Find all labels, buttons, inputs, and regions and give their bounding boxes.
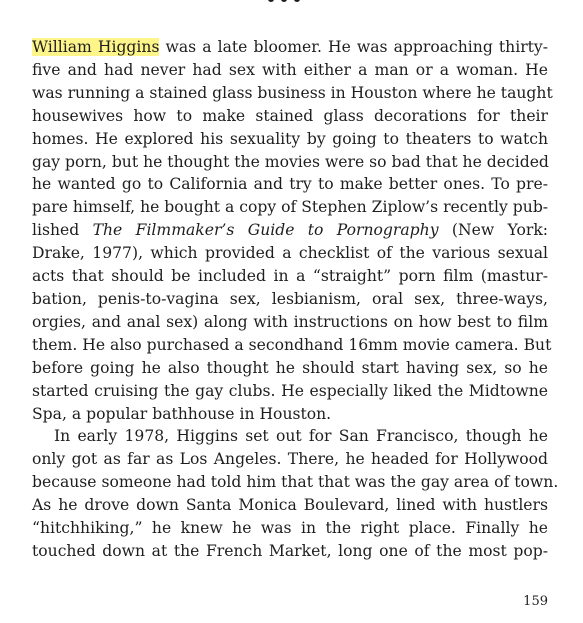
text-line: acts that should be included in a “straight” porn film (mastur- <box>32 267 548 286</box>
paragraph <box>32 425 559 562</box>
text-line: orgies, and anal sex) along with instructions on how best to film <box>32 312 548 331</box>
text-line: because someone had told him that that was the gay area of town. <box>32 473 559 492</box>
text-line: was running a stained glass business in Houston where he taught <box>32 83 553 102</box>
text-line: started cruising the gay clubs. He especially liked the Midtowne <box>32 381 548 400</box>
section-break-ornament <box>268 0 328 6</box>
text-line: he wanted go to California and try to make better ones. To pre- <box>32 175 548 194</box>
text-line: gay porn, but he thought the movies were so bad that he decided <box>32 152 549 171</box>
text-line: Spa, a popular bathhouse in Houston. <box>32 404 332 423</box>
text-line: homes. He explored his sexuality by going to theaters to watch <box>32 129 548 148</box>
text-line: As he drove down Santa Monica Boulevard, lined with hustlers <box>32 496 548 515</box>
paragraph <box>32 36 553 425</box>
line-text: (New York: <box>438 221 549 240</box>
text-line: them. He also purchased a secondhand 16mm movie camera. But <box>32 335 552 354</box>
text-line: five and had never had sex with either a man or a woman. He <box>32 60 548 79</box>
text-line: bation, penis-to-vagina sex, lesbianism, oral sex, three-ways, <box>32 289 548 308</box>
page-number: 159 <box>523 594 548 609</box>
text-line <box>32 219 548 242</box>
text-line: touched down at the French Market, long one of the most pop- <box>32 541 548 560</box>
highlighted-name[interactable]: William Higgins <box>32 38 160 56</box>
text-line: before going he also thought he should start having sex, so he <box>32 358 548 377</box>
ornament-dot <box>281 0 287 2</box>
text-line <box>32 36 548 59</box>
body-text <box>32 36 559 563</box>
book-title: The Filmmaker’s Guide to Pornography <box>92 221 439 240</box>
text-line: Drake, 1977), which provided a checklist of the various sexual <box>32 244 548 263</box>
text-line: only got as far as Los Angeles. There, he headed for Hollywood <box>32 450 548 469</box>
line-text: lished <box>32 221 93 240</box>
ornament-dot <box>294 0 300 2</box>
text-line: “hitchhiking,” he knew he was in the right place. Finally he <box>32 519 548 538</box>
text-line: In early 1978, Higgins set out for San Francisco, though he <box>54 427 548 446</box>
text-line: pare himself, he bought a copy of Stephen Ziplow’s recently pub- <box>32 198 549 217</box>
ornament-dot <box>268 0 274 2</box>
text-line: housewives how to make stained glass decorations for their <box>32 106 548 125</box>
line-text: was a late bloomer. He was approaching thirty- <box>159 38 548 56</box>
